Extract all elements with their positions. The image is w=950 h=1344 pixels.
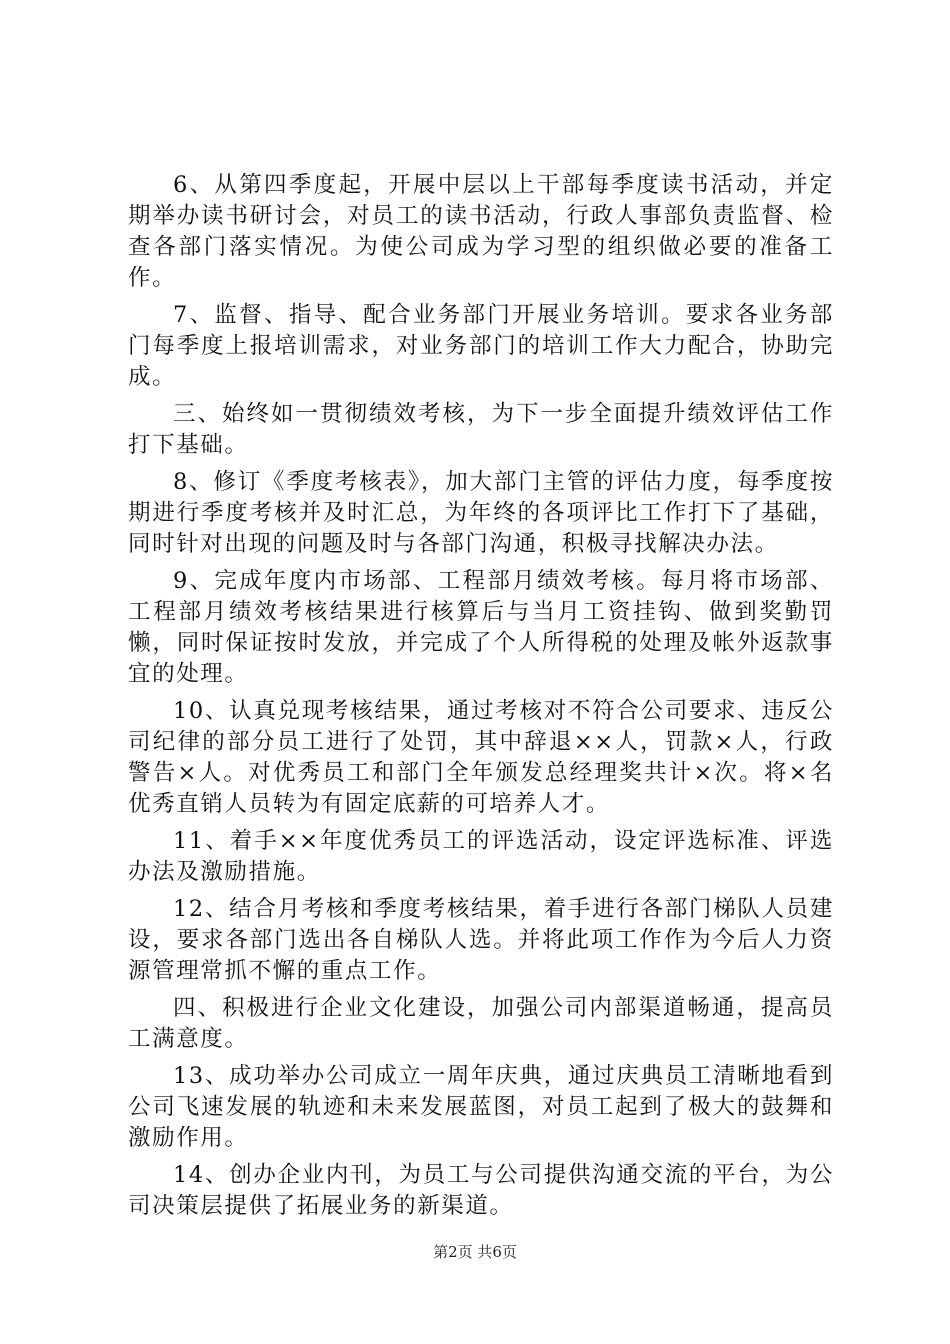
paragraph-item-7: 7、监督、指导、配合业务部门开展业务培训。要求各业务部门每季度上报培训需求，对业务部门的培训工作大力配合，协助完成。 xyxy=(128,302,834,390)
paragraph-item-13: 13、成功举办公司成立一周年庆典，通过庆典员工清晰地看到公司飞速发展的轨迹和未来发展蓝图，对员工起到了极大的鼓舞和激励作用。 xyxy=(128,1063,834,1151)
paragraph-item-14: 14、创办企业内刊，为员工与公司提供沟通交流的平台，为公司决策层提供了拓展业务的新渠道。 xyxy=(128,1162,834,1219)
paragraph-item-10: 10、认真兑现考核结果，通过考核对不符合公司要求、违反公司纪律的部分员工进行了处罚，其中辞退××人，罚款×人，行政警告×人。对优秀员工和部门全年颁发总经理奖共计×次。将×名优秀直销人员转为有固定底薪的可培养人才。 xyxy=(128,698,834,817)
paragraph-item-12: 12、结合月考核和季度考核结果，着手进行各部门梯队人员建设，要求各部门选出各自梯队人选。并将此项工作作为今后人力资源管理常抓不懈的重点工作。 xyxy=(128,896,834,984)
paragraph-item-11: 11、着手××年度优秀员工的评选活动，设定评选标准、评选办法及激励措施。 xyxy=(128,828,834,885)
page-number-footer: 第2页 共6页 xyxy=(433,1243,517,1261)
paragraph-item-8: 8、修订《季度考核表》，加大部门主管的评估力度，每季度按期进行季度考核并及时汇总，为年终的各项评比工作打下了基础，同时针对出现的问题及时与各部门沟通，积极寻找解决办法。 xyxy=(128,469,834,557)
paragraph-item-9: 9、完成年度内市场部、工程部月绩效考核。每月将市场部、工程部月绩效考核结果进行核算后与当月工资挂钩、做到奖勤罚懒，同时保证按时发放，并完成了个人所得税的处理及帐外返款事宜的处理。 xyxy=(128,568,834,687)
document-body xyxy=(128,170,834,1228)
section-heading-3: 三、始终如一贯彻绩效考核，为下一步全面提升绩效评估工作打下基础。 xyxy=(128,401,834,458)
section-heading-4: 四、积极进行企业文化建设，加强公司内部渠道畅通，提高员工满意度。 xyxy=(128,995,834,1052)
paragraph-item-6: 6、从第四季度起，开展中层以上干部每季度读书活动，并定期举办读书研讨会，对员工的读书活动，行政人事部负责监督、检查各部门落实情况。为使公司成为学习型的组织做必要的准备工作。 xyxy=(128,172,834,291)
